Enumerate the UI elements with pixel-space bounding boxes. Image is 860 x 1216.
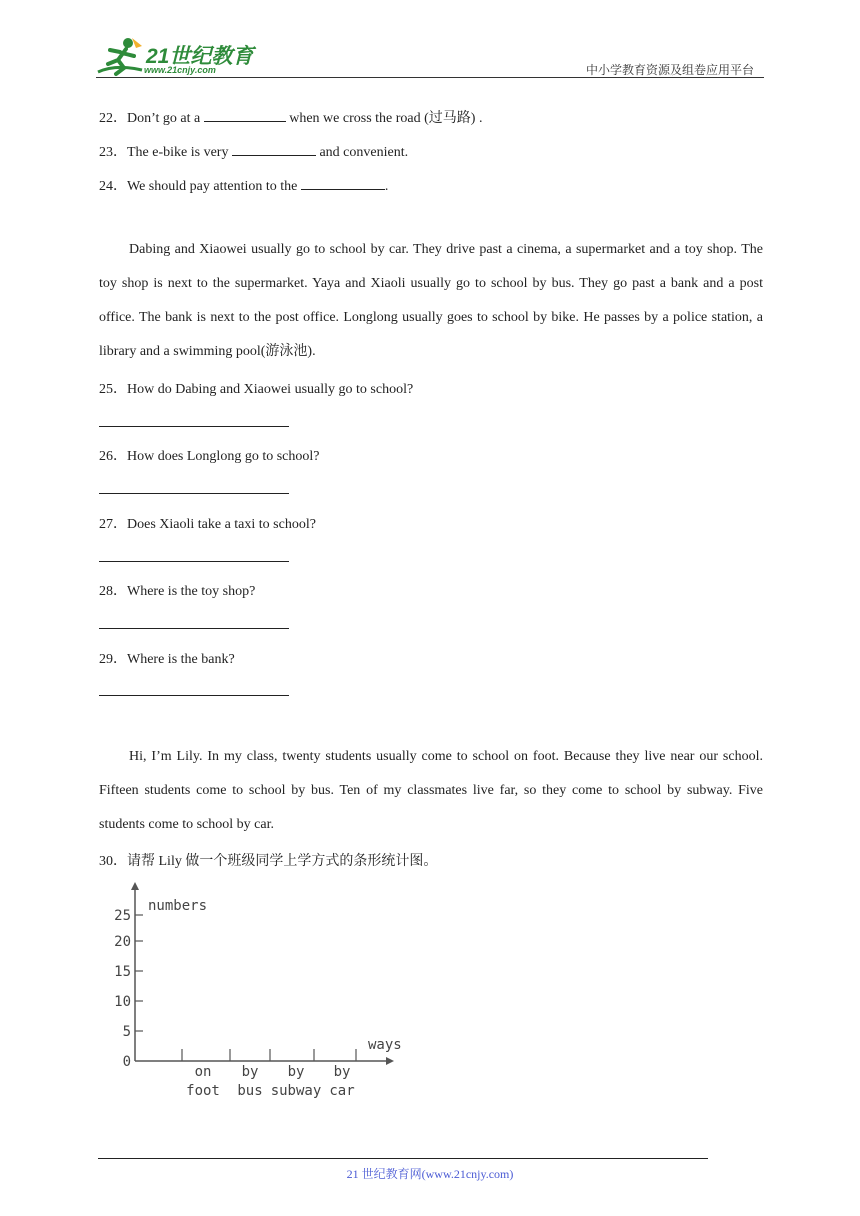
x-category-label: subway	[270, 1083, 322, 1099]
question-text: .	[384, 179, 389, 194]
y-tick-label: 20	[114, 934, 131, 950]
question-28	[99, 580, 255, 600]
question-text: Does Xiaoli take a taxi to school?	[127, 517, 316, 532]
question-30	[99, 850, 437, 870]
question-22	[99, 107, 482, 127]
x-category-label: foot	[186, 1083, 220, 1099]
bar-chart[interactable]	[112, 874, 412, 1104]
question-text: Where is the toy shop?	[127, 584, 256, 599]
question-number: 30．	[99, 854, 127, 869]
header-divider	[96, 77, 764, 78]
question-text: The e-bike is very	[127, 145, 232, 160]
answer-line[interactable]	[99, 426, 289, 427]
x-category-label: by	[287, 1064, 305, 1080]
question-text: 请帮 Lily 做一个班级同学上学方式的条形统计图。	[127, 854, 438, 869]
x-category-label: bus	[237, 1083, 263, 1099]
y-axis-arrow-icon	[131, 882, 139, 890]
y-tick-label: 5	[122, 1024, 131, 1040]
header-platform-name: 中小学教育资源及组卷应用平台	[585, 63, 754, 77]
answer-blank[interactable]	[232, 143, 316, 156]
y-tick-label: 25	[114, 908, 131, 924]
x-category-label: on	[194, 1064, 212, 1080]
x-axis-arrow-icon	[386, 1057, 394, 1065]
question-27	[99, 513, 316, 533]
y-axis-label: numbers	[148, 898, 208, 914]
x-category-label: car	[329, 1083, 355, 1099]
question-text: and convenient.	[315, 145, 409, 160]
question-25	[99, 378, 413, 398]
question-text: Don’t go at a	[127, 111, 204, 126]
logo-text: 21世纪教育	[146, 45, 254, 68]
question-number: 26．	[99, 449, 127, 464]
question-number: 27．	[99, 517, 127, 532]
question-text: Where is the bank?	[127, 652, 235, 667]
question-number: 28．	[99, 584, 127, 599]
question-number: 23．	[99, 145, 127, 160]
logo-url: www.21cnjy.com	[144, 65, 216, 75]
runner-logo-icon	[96, 36, 146, 78]
answer-line[interactable]	[99, 628, 289, 629]
answer-blank[interactable]	[204, 109, 286, 122]
question-text: How do Dabing and Xiaowei usually go to school?	[127, 382, 414, 397]
y-tick-label: 10	[114, 994, 131, 1010]
y-tick-label: 0	[122, 1054, 131, 1070]
x-category-label: by	[333, 1064, 351, 1080]
footer-text: 21 世纪教育网(www.21cnjy.com)	[346, 1167, 514, 1181]
question-23	[99, 141, 408, 161]
question-number: 22．	[99, 111, 127, 126]
question-26	[99, 445, 319, 465]
x-axis-label: ways	[368, 1037, 402, 1053]
answer-line[interactable]	[99, 493, 289, 494]
question-number: 24．	[99, 179, 127, 194]
reading-passage-2: Hi, I’m Lily. In my class, twenty students usually come to school on foot. Because they live near our school. Fifteen students come to school by bus. Ten of my classmates live far, so they come to school by subway. Five students come to school by car.	[99, 749, 763, 832]
question-text: when we cross the road (过马路) .	[285, 111, 483, 126]
answer-line[interactable]	[99, 695, 289, 696]
question-text: How does Longlong go to school?	[127, 449, 320, 464]
question-24	[99, 175, 388, 195]
reading-passage-1: Dabing and Xiaowei usually go to school by car. They drive past a cinema, a supermarket and a toy shop. The toy shop is next to the supermarket. Yaya and Xiaoli usually go to school by bus. They go past a bank and a post office. The bank is next to the post office. Longlong usually goes to school by bike. He passes by a police station, a library and a swimming pool(游泳池).	[99, 242, 763, 359]
y-tick-label: 15	[114, 964, 131, 980]
answer-blank[interactable]	[301, 177, 385, 190]
x-category-label: by	[241, 1064, 259, 1080]
question-29	[99, 648, 235, 668]
question-number: 25．	[99, 382, 127, 397]
footer-divider	[98, 1158, 708, 1159]
question-text: We should pay attention to the	[127, 179, 301, 194]
question-number: 29．	[99, 652, 127, 667]
answer-line[interactable]	[99, 561, 289, 562]
site-logo	[96, 36, 266, 78]
